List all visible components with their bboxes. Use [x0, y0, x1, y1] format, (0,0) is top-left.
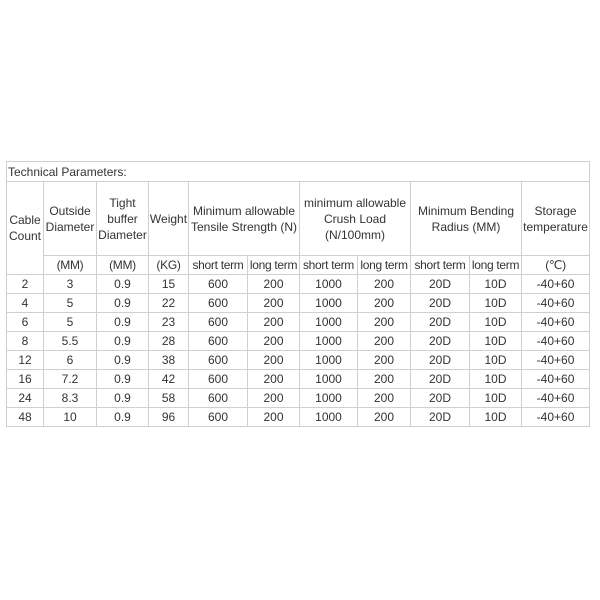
- cell-crush-long-term: 200: [358, 275, 411, 294]
- cell-outside-diameter: 8.3: [44, 389, 97, 408]
- cell-storage-temperature: -40+60: [522, 389, 590, 408]
- cell-tensile-short-term: 600: [189, 351, 248, 370]
- cell-weight: 22: [149, 294, 189, 313]
- cell-crush-short-term: 1000: [300, 408, 358, 427]
- cell-bending-long-term: 10D: [470, 389, 522, 408]
- cell-crush-short-term: 1000: [300, 389, 358, 408]
- cell-outside-diameter: 5: [44, 294, 97, 313]
- cell-tight-buffer-diameter: 0.9: [97, 294, 149, 313]
- unit-crush-short-term: short term: [300, 256, 358, 275]
- cell-cable-count: 12: [7, 351, 44, 370]
- cell-weight: 15: [149, 275, 189, 294]
- table-row: [7, 389, 590, 408]
- table-row: [7, 351, 590, 370]
- cell-tight-buffer-diameter: 0.9: [97, 313, 149, 332]
- cell-tensile-long-term: 200: [248, 408, 300, 427]
- cell-bending-short-term: 20D: [411, 389, 470, 408]
- cell-outside-diameter: 7.2: [44, 370, 97, 389]
- cell-tensile-short-term: 600: [189, 294, 248, 313]
- table-row: [7, 332, 590, 351]
- header-tight-buffer-diameter: Tight buffer Diameter: [97, 182, 149, 256]
- cell-tensile-short-term: 600: [189, 275, 248, 294]
- cell-outside-diameter: 10: [44, 408, 97, 427]
- cell-storage-temperature: -40+60: [522, 332, 590, 351]
- cell-storage-temperature: -40+60: [522, 408, 590, 427]
- cell-outside-diameter: 3: [44, 275, 97, 294]
- table-header-row: [7, 182, 590, 256]
- cell-storage-temperature: -40+60: [522, 370, 590, 389]
- cell-bending-long-term: 10D: [470, 351, 522, 370]
- table-row: [7, 275, 590, 294]
- cell-tight-buffer-diameter: 0.9: [97, 370, 149, 389]
- cell-outside-diameter: 6: [44, 351, 97, 370]
- header-cable-count: Cable Count: [7, 182, 44, 275]
- cell-tensile-long-term: 200: [248, 351, 300, 370]
- cell-outside-diameter: 5: [44, 313, 97, 332]
- cell-bending-long-term: 10D: [470, 313, 522, 332]
- cell-weight: 38: [149, 351, 189, 370]
- technical-parameters-table: [6, 161, 590, 427]
- cell-bending-long-term: 10D: [470, 294, 522, 313]
- cell-weight: 96: [149, 408, 189, 427]
- cell-weight: 42: [149, 370, 189, 389]
- cell-crush-short-term: 1000: [300, 275, 358, 294]
- cell-bending-long-term: 10D: [470, 332, 522, 351]
- cell-cable-count: 8: [7, 332, 44, 351]
- cell-bending-long-term: 10D: [470, 370, 522, 389]
- cell-crush-short-term: 1000: [300, 332, 358, 351]
- cell-bending-short-term: 20D: [411, 294, 470, 313]
- cell-bending-short-term: 20D: [411, 332, 470, 351]
- header-storage-temperature: Storage temperature: [522, 182, 590, 256]
- cell-storage-temperature: -40+60: [522, 294, 590, 313]
- header-weight: Weight: [149, 182, 189, 256]
- header-crush-load: minimum allowable Crush Load (N/100mm): [300, 182, 411, 256]
- unit-weight: (KG): [149, 256, 189, 275]
- cell-crush-long-term: 200: [358, 370, 411, 389]
- cell-bending-short-term: 20D: [411, 370, 470, 389]
- cell-storage-temperature: -40+60: [522, 275, 590, 294]
- cell-tensile-short-term: 600: [189, 370, 248, 389]
- cell-tensile-long-term: 200: [248, 332, 300, 351]
- cell-bending-short-term: 20D: [411, 351, 470, 370]
- cell-cable-count: 24: [7, 389, 44, 408]
- cell-cable-count: 2: [7, 275, 44, 294]
- cell-tight-buffer-diameter: 0.9: [97, 408, 149, 427]
- unit-outside-diameter: (MM): [44, 256, 97, 275]
- cell-cable-count: 4: [7, 294, 44, 313]
- table-title-row: [7, 162, 590, 182]
- cell-storage-temperature: -40+60: [522, 313, 590, 332]
- cell-tensile-short-term: 600: [189, 408, 248, 427]
- cell-crush-long-term: 200: [358, 294, 411, 313]
- cell-weight: 23: [149, 313, 189, 332]
- cell-tensile-short-term: 600: [189, 332, 248, 351]
- cell-crush-long-term: 200: [358, 332, 411, 351]
- cell-tensile-long-term: 200: [248, 294, 300, 313]
- unit-tensile-short-term: short term: [189, 256, 248, 275]
- cell-cable-count: 48: [7, 408, 44, 427]
- cell-weight: 58: [149, 389, 189, 408]
- table-unit-row: [7, 256, 590, 275]
- unit-tensile-long-term: long term: [248, 256, 300, 275]
- unit-bending-long-term: long term: [470, 256, 522, 275]
- cell-bending-long-term: 10D: [470, 408, 522, 427]
- cell-tight-buffer-diameter: 0.9: [97, 351, 149, 370]
- header-tensile-strength: Minimum allowable Tensile Strength (N): [189, 182, 300, 256]
- unit-bending-short-term: short term: [411, 256, 470, 275]
- cell-crush-long-term: 200: [358, 408, 411, 427]
- cell-cable-count: 16: [7, 370, 44, 389]
- unit-crush-long-term: long term: [358, 256, 411, 275]
- cell-crush-long-term: 200: [358, 351, 411, 370]
- header-bending-radius: Minimum Bending Radius (MM): [411, 182, 522, 256]
- cell-crush-long-term: 200: [358, 313, 411, 332]
- cell-cable-count: 6: [7, 313, 44, 332]
- cell-crush-short-term: 1000: [300, 351, 358, 370]
- table-row: [7, 294, 590, 313]
- cell-tensile-long-term: 200: [248, 313, 300, 332]
- cell-tensile-long-term: 200: [248, 370, 300, 389]
- cell-crush-short-term: 1000: [300, 370, 358, 389]
- cell-storage-temperature: -40+60: [522, 351, 590, 370]
- cell-tight-buffer-diameter: 0.9: [97, 275, 149, 294]
- header-outside-diameter: Outside Diameter: [44, 182, 97, 256]
- cell-tensile-short-term: 600: [189, 389, 248, 408]
- cell-crush-short-term: 1000: [300, 313, 358, 332]
- cell-crush-long-term: 200: [358, 389, 411, 408]
- cell-outside-diameter: 5.5: [44, 332, 97, 351]
- cell-tensile-short-term: 600: [189, 313, 248, 332]
- cell-tight-buffer-diameter: 0.9: [97, 389, 149, 408]
- table-row: [7, 408, 590, 427]
- cell-bending-short-term: 20D: [411, 408, 470, 427]
- unit-storage-temperature: (℃): [522, 256, 590, 275]
- table-row: [7, 370, 590, 389]
- cell-bending-short-term: 20D: [411, 313, 470, 332]
- table-title: Technical Parameters:: [7, 162, 590, 182]
- cell-tight-buffer-diameter: 0.9: [97, 332, 149, 351]
- unit-tight-buffer-diameter: (MM): [97, 256, 149, 275]
- cell-crush-short-term: 1000: [300, 294, 358, 313]
- cell-weight: 28: [149, 332, 189, 351]
- cell-tensile-long-term: 200: [248, 275, 300, 294]
- cell-bending-short-term: 20D: [411, 275, 470, 294]
- table-row: [7, 313, 590, 332]
- cell-bending-long-term: 10D: [470, 275, 522, 294]
- cell-tensile-long-term: 200: [248, 389, 300, 408]
